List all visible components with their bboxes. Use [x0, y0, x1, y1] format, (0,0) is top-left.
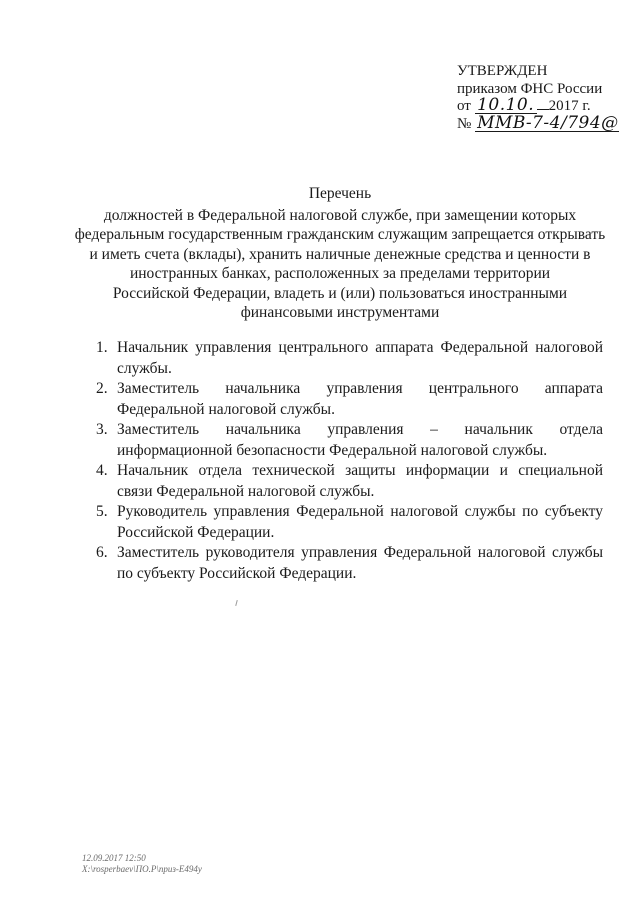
list-item-number: 5. [96, 503, 108, 520]
stray-mark [235, 600, 238, 606]
heading-line: финансовыми инструментами [240, 304, 440, 321]
handwritten-number: ММВ-7-4/794@ [477, 112, 619, 133]
date-underline [537, 109, 549, 110]
list-item-text: Руководитель управления Федеральной налоговой службы по субъекту Российской Федерации. [117, 503, 603, 541]
heading-line: иностранных банках, расположенных за пределами территории [129, 265, 551, 282]
list-item-text: Заместитель начальника управления центрального аппарата Федеральной налоговой службы. [117, 380, 603, 418]
heading-line: и иметь счета (вклады), хранить наличные денежные средства и ценности в [89, 245, 591, 263]
list-item-text: Заместитель начальника управления – начальник отдела информационной безопасности Федеральной налоговой службы. [117, 421, 603, 459]
number-prefix: № [457, 115, 472, 132]
approval-order-line: приказом ФНС России [457, 80, 603, 97]
footer-file-path: X:\rosperbaev\ПО.P\приз-Е494у [82, 864, 202, 874]
footer-timestamp: 12.09.2017 12:50 [82, 853, 146, 863]
file-footer [82, 853, 202, 875]
list-item [93, 338, 603, 379]
heading-title: Перечень [308, 185, 372, 202]
heading-line: Российской Федерации, владеть и (или) пользоваться иностранными [112, 284, 568, 302]
positions-list [93, 338, 603, 584]
list-item [93, 543, 603, 584]
list-item [93, 502, 603, 543]
list-item-number: 6. [96, 544, 108, 561]
list-item-number: 3. [96, 421, 108, 438]
approval-number-line [457, 112, 632, 134]
list-item-text: Начальник отдела технической защиты информации и специальной связи Федеральной налоговой службы. [117, 462, 603, 500]
approval-title: УТВЕРЖДЕН [457, 63, 548, 79]
approval-stamp [457, 63, 632, 133]
list-item-number: 4. [96, 462, 108, 479]
list-item [93, 420, 603, 461]
heading-line: федеральным государственным гражданским служащим запрещается открывать [74, 226, 606, 243]
document-heading [60, 184, 620, 323]
handwritten-date: 10.10. [475, 98, 537, 114]
list-item-number: 2. [96, 380, 108, 397]
list-item-number: 1. [96, 339, 108, 356]
date-prefix: от [457, 98, 471, 114]
heading-line: должностей в Федеральной налоговой службе, при замещении которых [103, 206, 577, 224]
list-item-text: Начальник управления центрального аппарата Федеральной налоговой службы. [117, 339, 603, 377]
list-item [93, 379, 603, 420]
approval-year: 2017 г. [548, 98, 591, 114]
list-item-text: Заместитель руководителя управления Федеральной налоговой службы по субъекту Российской Федерации. [117, 544, 603, 582]
list-item [93, 461, 603, 502]
